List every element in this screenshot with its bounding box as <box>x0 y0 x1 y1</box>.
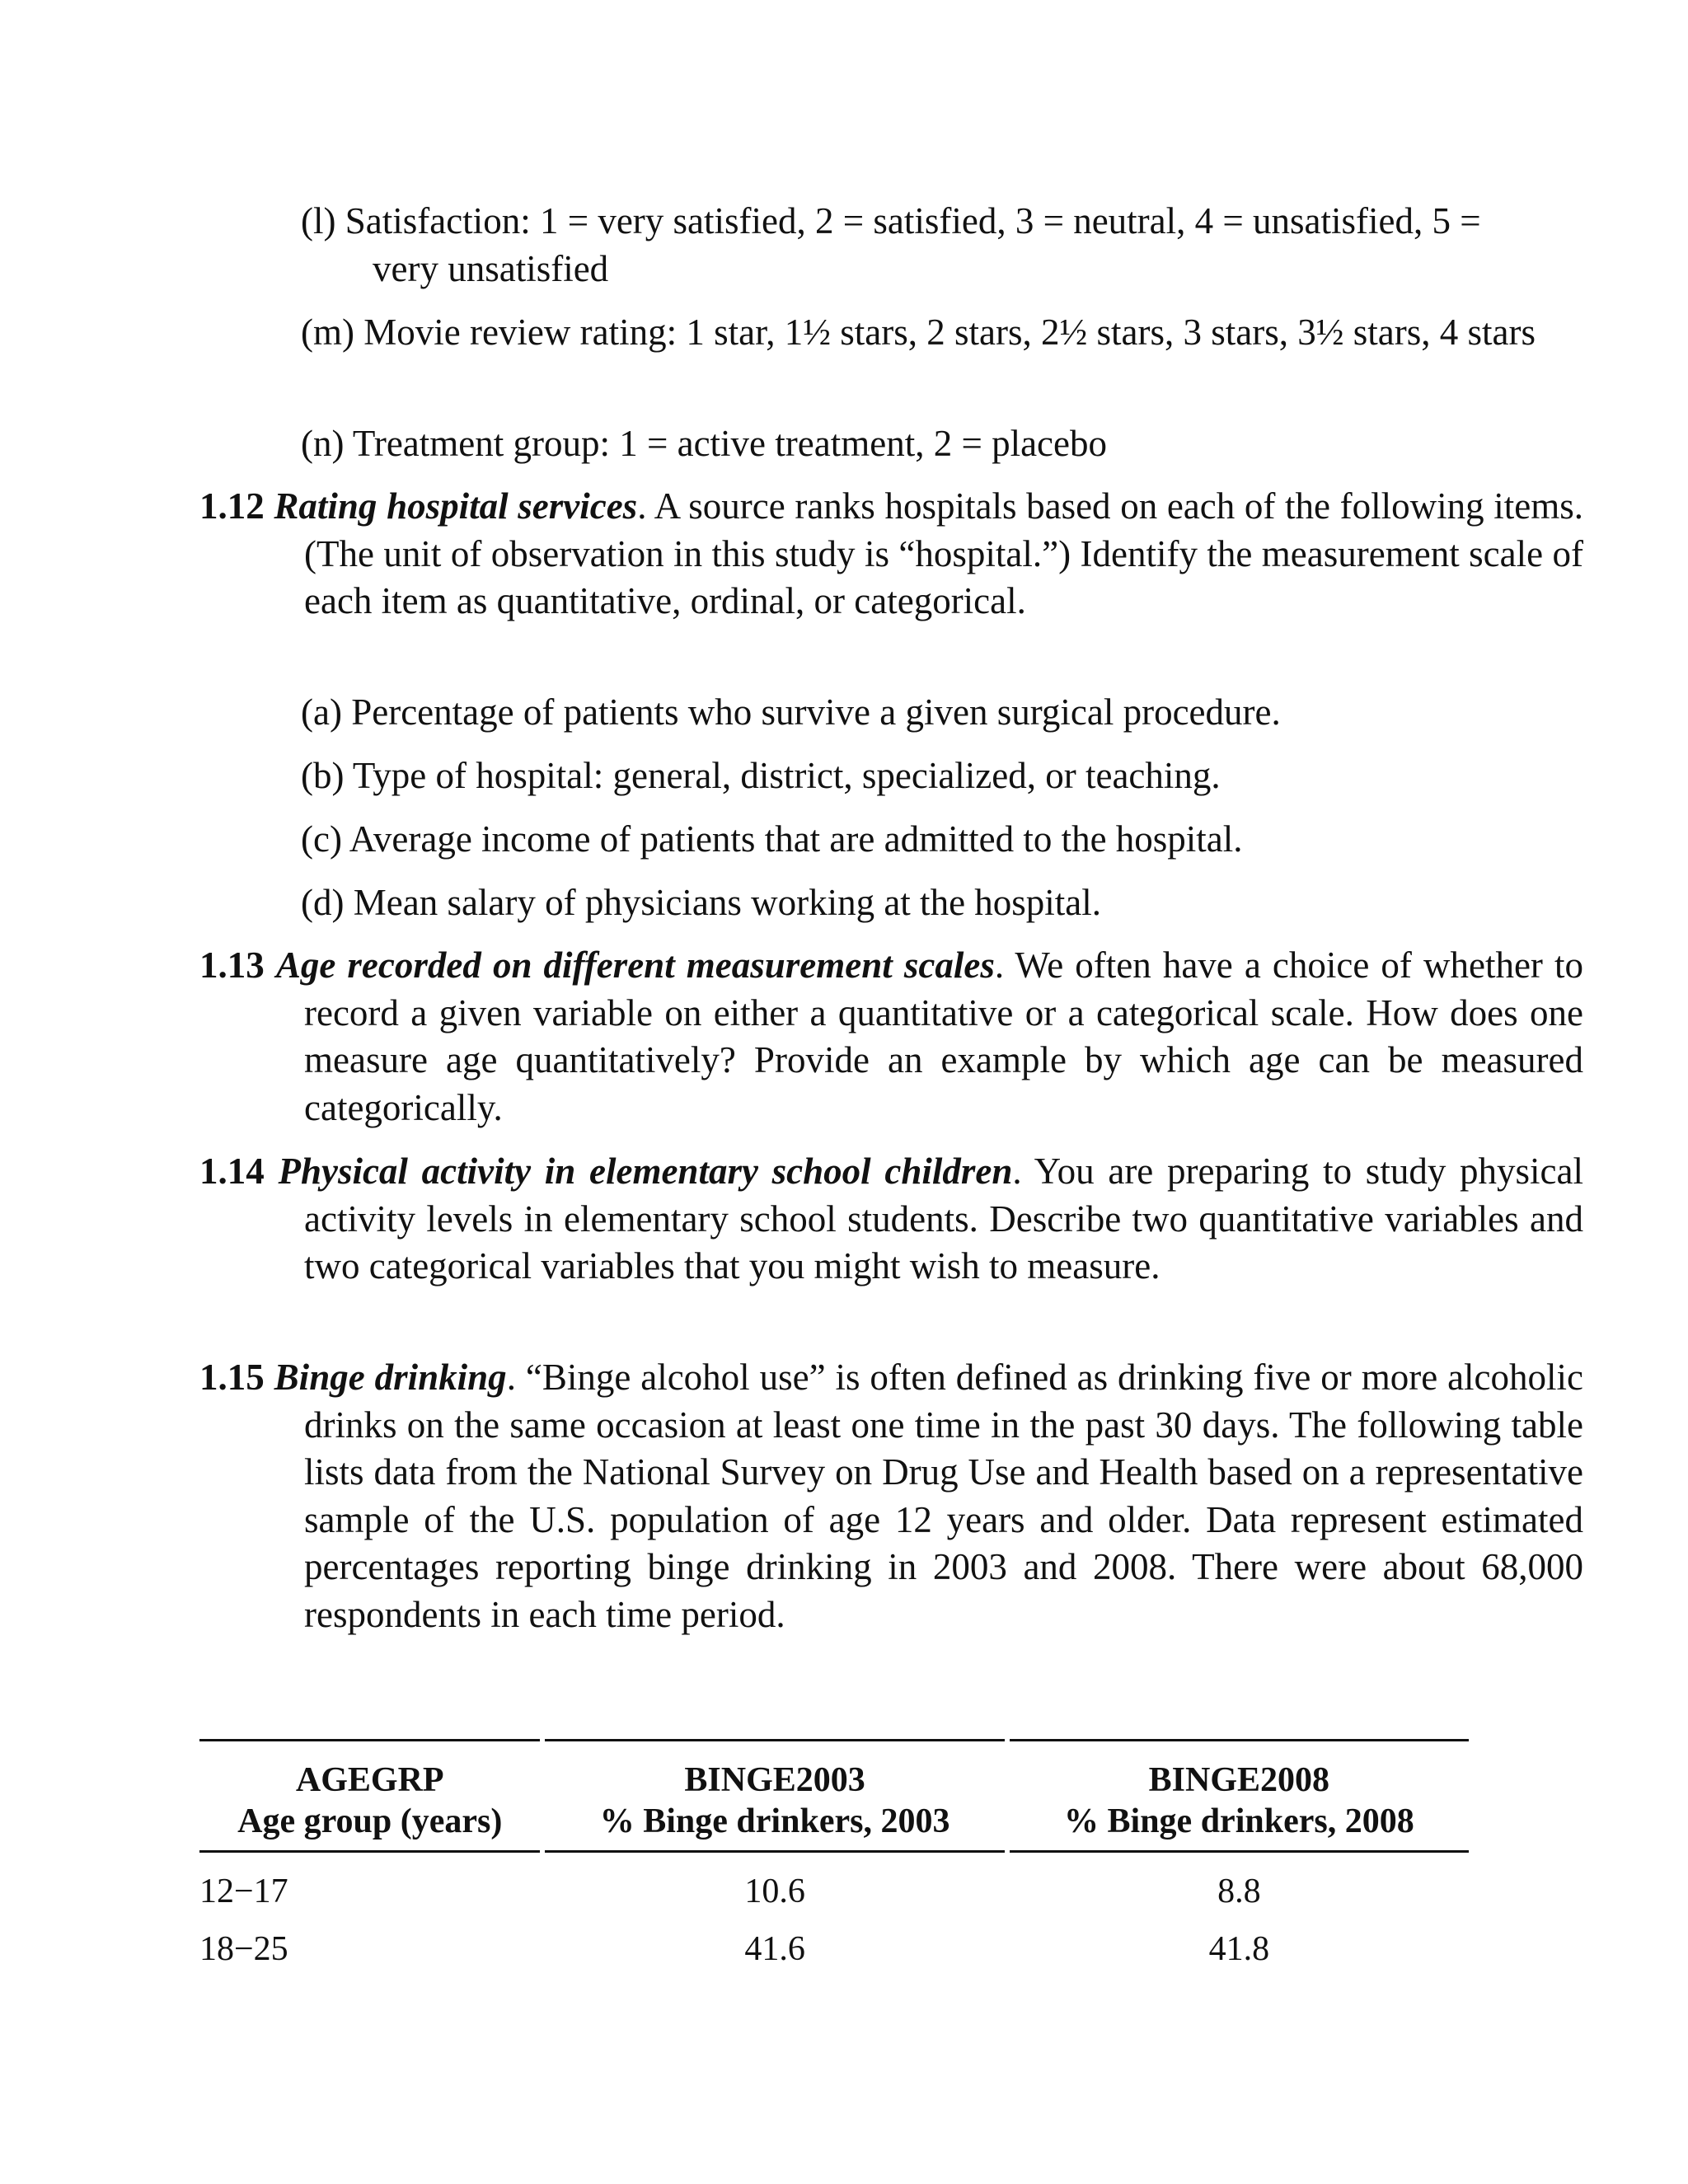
exercise-title: Physical activity in elementary school children <box>278 1151 1013 1192</box>
exercise-1-14 <box>199 1148 1583 1291</box>
item-label: (a) <box>301 691 342 733</box>
item-text: Mean salary of physicians working at the hospital. <box>353 882 1102 923</box>
item-label: (b) <box>301 755 345 796</box>
column-description: Age group (years) <box>237 1802 503 1840</box>
list-item-a <box>301 689 1543 737</box>
column-description: % Binge drinkers, 2008 <box>1064 1802 1414 1840</box>
exercise-body: . A source ranks hospitals based on each of the following items. (The unit of observation in this study is “hospital.”) Identify the measurement scale of each item as quantitative, ordinal, or categorical. <box>304 485 1583 621</box>
item-text: Average income of patients that are admitted to the hospital. <box>349 818 1243 860</box>
table-header-row <box>199 1739 1469 1853</box>
item-text: Movie review rating: 1 star, 1½ stars, 2 stars, 2½ stars, 3 stars, 3½ stars, 4 stars <box>363 312 1536 353</box>
exercise-number: 1.14 <box>199 1151 265 1192</box>
table-row <box>199 1853 1469 1920</box>
item-label: (d) <box>301 882 345 923</box>
exercise-title: Age recorded on different measurement scales <box>275 944 995 986</box>
item-text: Percentage of patients who survive a given surgical procedure. <box>351 691 1281 733</box>
list-item-d <box>301 879 1543 927</box>
table-row <box>199 1920 1469 1978</box>
column-code: AGEGRP <box>295 1761 444 1799</box>
column-header-binge2008 <box>1010 1739 1469 1853</box>
exercise-1-12 <box>199 483 1583 626</box>
list-item-l <box>301 198 1543 293</box>
column-header-binge2003 <box>545 1739 1004 1853</box>
exercise-title: Binge drinking <box>274 1357 507 1398</box>
table-cell-binge2003: 41.6 <box>744 1930 805 1968</box>
item-text: Type of hospital: general, district, specialized, or teaching. <box>352 755 1221 796</box>
exercise-number: 1.15 <box>199 1357 265 1398</box>
list-item-b <box>301 752 1543 800</box>
item-text: Treatment group: 1 = active treatment, 2 = placebo <box>352 423 1107 464</box>
list-item-c <box>301 816 1543 864</box>
column-header-agegrp <box>199 1739 540 1853</box>
item-text: Satisfaction: 1 = very satisfied, 2 = satisfied, 3 = neutral, 4 = unsatisfied, 5 = very unsatisfied <box>345 200 1481 289</box>
list-item-m <box>301 309 1543 357</box>
table-cell-age-group: 18−25 <box>199 1930 288 1968</box>
column-code: BINGE2008 <box>1148 1761 1330 1799</box>
item-label: (c) <box>301 818 342 860</box>
item-label: (m) <box>301 312 354 353</box>
exercise-body: . “Binge alcohol use” is often defined as drinking five or more alcoholic drinks on the same occasion at least one time in the past 30 days. The following table lists data from the National Survey on Drug Use and Health based on a representative sample of the U.S. population of age 12 years and older. Data represent estimated percentages reporting binge drinking in 2003 and 2008. There were about 68,000 respondents in each time period. <box>304 1357 1584 1635</box>
column-description: % Binge drinkers, 2003 <box>599 1802 950 1840</box>
exercise-1-13 <box>199 942 1583 1132</box>
exercise-body: . You are preparing to study physical activity levels in elementary school students. Describe two quantitative variables and two categorical variables that you might wish to measure. <box>304 1151 1583 1286</box>
table-cell-binge2003: 10.6 <box>744 1872 805 1910</box>
binge-drinking-table <box>195 1739 1474 1978</box>
table-cell-binge2008: 8.8 <box>1217 1872 1261 1910</box>
exercise-body: . We often have a choice of whether to record a given variable on either a quantitative or a categorical scale. How does one measure age quantitatively? Provide an example by which age can be measured categorically. <box>304 944 1583 1128</box>
exercise-number: 1.12 <box>199 485 265 527</box>
list-item-n <box>301 420 1543 468</box>
item-label: (n) <box>301 423 345 464</box>
table-cell-age-group: 12−17 <box>199 1872 288 1910</box>
exercise-number: 1.13 <box>199 944 265 986</box>
exercise-title: Rating hospital services <box>274 485 638 527</box>
item-label: (l) <box>301 200 336 241</box>
exercise-1-15 <box>199 1354 1583 1638</box>
column-code: BINGE2003 <box>684 1761 865 1799</box>
table-cell-binge2008: 41.8 <box>1208 1930 1270 1968</box>
